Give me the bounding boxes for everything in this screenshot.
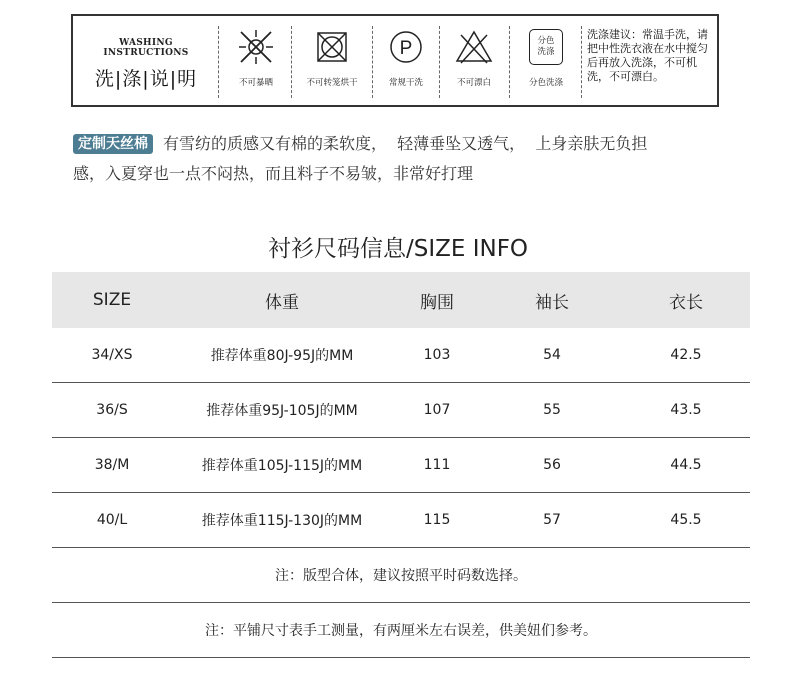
cell-weight: 推荐体重115J-130J的MM (172, 493, 392, 548)
divider (218, 26, 219, 98)
symbol-caption: 分色洗涤 (528, 78, 563, 88)
header-length: 衣长 (622, 272, 750, 328)
washing-advice: 洗涤建议：常温手洗，请把中性洗衣液在水中搅匀后再放入洗涤，不可机洗，不可漂白。 (587, 28, 708, 83)
cell-length: 42.5 (622, 328, 750, 383)
cell-sleeve: 55 (482, 383, 622, 438)
washing-instructions-panel (71, 14, 719, 107)
cell-sleeve: 56 (482, 438, 622, 493)
header-size: SIZE (52, 272, 172, 328)
size-note-2: 注：平铺尺寸表手工测量，有两厘米左右误差，供美妞们参考。 (52, 603, 750, 658)
no-sun-icon (223, 26, 289, 68)
fabric-description (73, 129, 733, 189)
symbol-caption: 常规干洗 (388, 78, 423, 88)
cell-weight: 推荐体重105J-115J的MM (172, 438, 392, 493)
header-weight: 体重 (172, 272, 392, 328)
fabric-text-1: 有雪纺的质感又有棉的柔软度， 轻薄垂坠又透气， 上身亲肤无负担 (163, 134, 648, 153)
fabric-text-2: 感，入夏穿也一点不闷热，而且料子不易皱，非常好打理 (73, 164, 474, 183)
table-note-row (52, 548, 750, 603)
cell-chest: 115 (392, 493, 482, 548)
cell-length: 43.5 (622, 383, 750, 438)
divider (509, 26, 510, 98)
cell-sleeve: 54 (482, 328, 622, 383)
symbol-no-tumble-dry (295, 26, 369, 98)
table-row (52, 328, 750, 383)
no-tumble-dry-icon (295, 26, 369, 68)
separate-wash-icon (513, 26, 579, 68)
cell-size: 38/M (52, 438, 172, 493)
symbol-no-sun (223, 26, 289, 98)
divider (581, 26, 582, 98)
header-sleeve: 袖长 (482, 272, 622, 328)
divider (372, 26, 373, 98)
cell-chest: 111 (392, 438, 482, 493)
size-table (52, 272, 750, 658)
table-row (52, 383, 750, 438)
fabric-line-1 (73, 129, 733, 159)
washing-title-en: WASHING INSTRUCTIONS (103, 38, 189, 58)
separate-wash-icon-text: 分色 洗涤 (529, 29, 563, 65)
cell-length: 44.5 (622, 438, 750, 493)
table-row (52, 493, 750, 548)
cell-chest: 107 (392, 383, 482, 438)
symbol-dry-clean (376, 26, 436, 98)
dry-clean-p-icon (376, 26, 436, 68)
cell-length: 45.5 (622, 493, 750, 548)
washing-title (79, 38, 213, 91)
symbol-separate-wash (513, 26, 579, 98)
size-note-1: 注：版型合体，建议按照平时码数选择。 (52, 548, 750, 603)
symbol-caption: 不可漂白 (456, 78, 491, 88)
cell-weight: 推荐体重80J-95J的MM (172, 328, 392, 383)
cell-sleeve: 57 (482, 493, 622, 548)
symbol-caption: 不可暴晒 (238, 78, 273, 88)
washing-title-zh: 洗|涤|说|明 (94, 68, 198, 90)
table-row (52, 438, 750, 493)
svg-text:P: P (399, 38, 413, 59)
cell-chest: 103 (392, 328, 482, 383)
symbol-no-bleach (443, 26, 505, 98)
cell-size: 40/L (52, 493, 172, 548)
fabric-tag: 定制天丝棉 (73, 134, 153, 154)
size-info-title: 衬衫尺码信息/SIZE INFO (267, 236, 529, 262)
symbol-caption: 不可转笼烘干 (306, 78, 358, 88)
table-header-row (52, 272, 750, 328)
divider (291, 26, 292, 98)
table-note-row (52, 603, 750, 658)
no-bleach-icon (443, 26, 505, 68)
cell-weight: 推荐体重95J-105J的MM (172, 383, 392, 438)
cell-size: 34/XS (52, 328, 172, 383)
cell-size: 36/S (52, 383, 172, 438)
header-chest: 胸围 (392, 272, 482, 328)
divider (439, 26, 440, 98)
